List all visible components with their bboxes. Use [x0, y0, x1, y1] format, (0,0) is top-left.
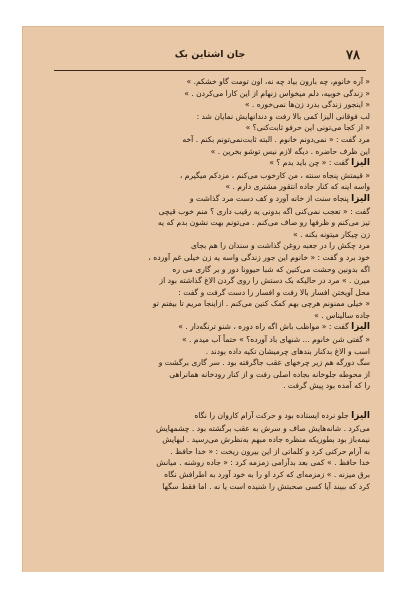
text-line: را که آمده بود پیش گرفت . — [283, 381, 370, 391]
text-line: اسب و الاغ بدکنار بندهای چرمیشان تکیه داده بودند . — [205, 346, 370, 356]
text-line: از محوطه جلوخانه بجاده اصلی رفت و از کنار رودخانه همانراهی — [169, 369, 370, 379]
text-line: به آرام حرکتی کرد و کلماتی از این بیرون ریخت : « خدا حافظ . — [170, 446, 370, 456]
text-line: « قیمتش پنجاه سنته ، من کارخوب می‌کنم ، مزدکم میگیرم ، — [179, 170, 370, 180]
text-line: « از کجا می‌تونی این حرفو ثابت‌کنی؟ » — [245, 123, 370, 133]
paragraph-gap — [52, 392, 370, 410]
text-line: « اینجور زندگی بدرد زن‌ها نمی‌خوره . » — [244, 100, 370, 110]
text-line: واسه اینه که کنار جاده انتقور مشتری دارم . » — [225, 182, 370, 192]
body-text — [52, 76, 370, 560]
text-line: تیز می‌کنم و ظرفها رو صاف می‌کنم . می‌تونم بهت نشون بدم که یه — [157, 218, 370, 228]
speaker-name: الیزا — [351, 322, 370, 333]
text-line: جاده سالیناس . » — [314, 310, 370, 320]
text-line: نیمه‌باز بود بطوریکه منظره جاده مبهم به‌نظرش می‌رسید . لبهایش — [162, 435, 370, 445]
text-line: « آره خانوم، چه بارون بیاد چه نه، اون تومت گاو خشکم. » — [186, 77, 370, 86]
text-line: می‌کرد . شانه‌هایش صاف و سرش به عقب برگشته بود . چشمهایش — [155, 423, 370, 433]
page-number: ۷۸ — [346, 48, 360, 63]
text-line: « زندگی خوبیه، دلم میخواس زنهام از این کارا می‌کردن . » — [184, 88, 370, 98]
text-line: الیزا گفت : « مواظب باش اگه راه دوره ، شنو ترنگه‌دار . » — [178, 322, 370, 333]
text-line: محل آویختن افسار بالا رفت و افسار را دست گرفت و گفت : — [178, 287, 370, 297]
running-title: جان اشتاین بک — [174, 49, 246, 60]
book-page — [22, 26, 384, 572]
speaker-name: الیزا — [351, 193, 370, 204]
speaker-name: الیزا — [351, 158, 370, 169]
text-line: مرد گفت : « نمی‌دونم خانوم . البته ثابت‌نمی‌تونم بکنم . آخه — [182, 134, 370, 144]
text-line: الیزا جلو نرده ایستاده بود و حرکت آرام کاروان را نگاه — [194, 411, 370, 422]
text-line: « گفتی شن خانوم ... شنهای باد آورده؟ » حتماً آب میدم . » — [182, 335, 370, 345]
text-line: مرد چکش را در جعبه روغن گذاشت و سندان را هم بجای — [190, 241, 370, 251]
speaker-name: الیزا — [351, 411, 370, 422]
text-line: الیزا گفت : « چن باید بدم ؟ » — [269, 158, 370, 169]
text-line: میرن . » مرد در حالیکه بک دستش را روی گردن الاغ گذاشته بود از — [159, 276, 370, 286]
text-line: لب فوقانی الیزا کمی بالا رفت و دندانهایش نمایان شد : — [196, 111, 370, 121]
text-line: خود برد و گفت : « خانوم این جور زندگی واسه یه زن خیلی غم آورده ، — [148, 252, 370, 262]
text-line: زن چیکار میتونه بکنه . » — [293, 229, 370, 239]
text-line: کرد که ببیند آیا کسی صحبتش را شنیده است یا نه . اما فقط سگها — [162, 481, 370, 491]
header-rule — [54, 70, 366, 71]
text-line: برق میزنه . » زمزمه‌ای که کرد او را به خود آورد به اطرافش نگاه — [164, 470, 370, 479]
text-line: اگه بدونین وحشت می‌کنین که شبا حیوونا دور و بر گاری می ره — [172, 264, 370, 274]
text-line: الیزا پنجاه سنت از خانه آورد و کف دست مرد گذاشت و — [189, 193, 370, 204]
text-line: خدا حافظ . » کمی بعد بدآرامی زمزمه کرد : « جاده روشنه . میانش — [156, 458, 370, 468]
text-line: گفت : « تعجب نمی‌کنی اگه بدونی یه رقیب داری ؟ منم خوب قیچی — [158, 206, 370, 216]
text-line: این ظرف حاضره . دیگه لازم نیس توشو بخرین . » — [210, 146, 370, 156]
text-line: سگ‌ دورگه هم زیر چرخهای عقب جاگرفته بود . سر گاری برگشت و — [158, 358, 370, 368]
page-header — [54, 46, 366, 68]
text-line: « خیلی ممنونم هرچی بهم کمک کنین می‌کنم . ازاینجا مریم تا بیفتم تو — [152, 299, 370, 309]
